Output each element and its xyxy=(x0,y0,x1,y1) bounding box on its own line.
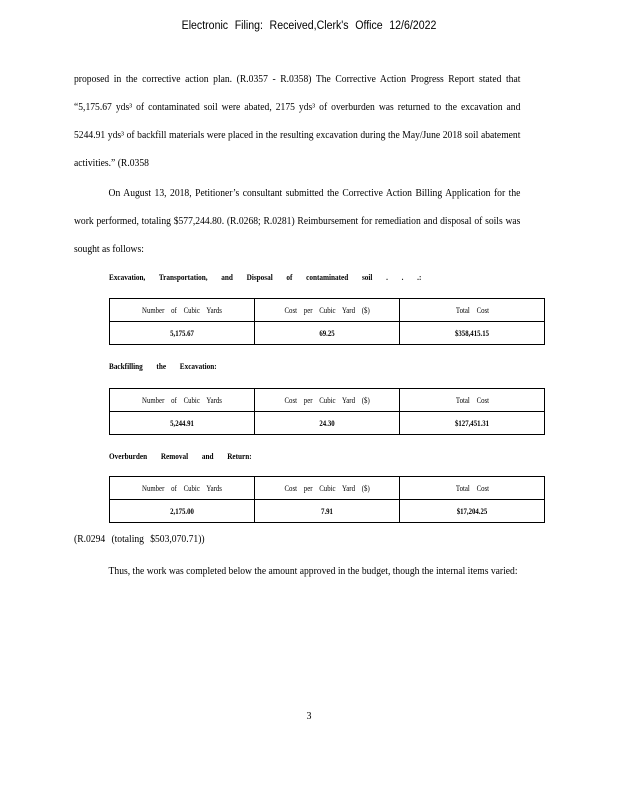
cell-total: $17,204.25 xyxy=(400,500,545,523)
cost-table-overburden xyxy=(109,476,545,523)
column-header-total: Total Cost xyxy=(400,299,545,322)
cell-cost-per: 7.91 xyxy=(255,500,400,523)
section-label-backfilling: Backfilling the Excavation: xyxy=(109,361,217,371)
cost-table-backfilling xyxy=(109,388,545,435)
paragraph-billing-application: On August 13, 2018, Petitioner’s consultant submitted the Corrective Action Billing Application for the work performed, totaling $577,244.80. (R.0268; R.0281) Reimbursement for remediation and disposal of soils was sought as follows: xyxy=(74,188,521,255)
column-header-number: Number of Cubic Yards xyxy=(110,477,255,500)
table-header-row xyxy=(110,299,545,322)
column-header-total: Total Cost xyxy=(400,389,545,412)
section-label-excavation: Excavation, Transportation, and Disposal of contaminated soil . . .: xyxy=(109,272,422,282)
cell-number: 5,175.67 xyxy=(110,322,255,345)
table-row xyxy=(110,322,545,345)
cell-total: $127,451.31 xyxy=(400,412,545,435)
section-label-overburden: Overburden Removal and Return: xyxy=(109,451,252,461)
cell-cost-per: 69.25 xyxy=(255,322,400,345)
column-header-number: Number of Cubic Yards xyxy=(110,299,255,322)
column-header-number: Number of Cubic Yards xyxy=(110,389,255,412)
column-header-total: Total Cost xyxy=(400,477,545,500)
citation-total: (R.0294 (totaling $503,070.71)) xyxy=(74,534,205,545)
column-header-cost-per: Cost per Cubic Yard ($) xyxy=(255,299,400,322)
cost-table-excavation xyxy=(109,298,545,345)
column-header-cost-per: Cost per Cubic Yard ($) xyxy=(255,389,400,412)
cell-cost-per: 24.30 xyxy=(255,412,400,435)
paragraph-corrective-action: proposed in the corrective action plan. (R.0357 - R.0358) The Corrective Action Progress Report stated that “5,175.67 yds³ of contaminated soil were abated, 2175 yds³ of overburden was returned to the excavation and 5244.91 yds³ of backfill materials were placed in the resulting excavation during the May/June 2018 soil abatement activities.” (R.0358 xyxy=(74,74,521,169)
column-header-cost-per: Cost per Cubic Yard ($) xyxy=(255,477,400,500)
table-row xyxy=(110,500,545,523)
cell-number: 2,175.00 xyxy=(110,500,255,523)
filing-header: Electronic Filing: Received,Clerk's Office 12/6/2022 xyxy=(181,20,437,32)
cell-total: $358,415.15 xyxy=(400,322,545,345)
paragraph-conclusion: Thus, the work was completed below the amount approved in the budget, though the internal items varied: xyxy=(108,566,518,577)
table-row xyxy=(110,412,545,435)
page-number: 3 xyxy=(306,711,312,722)
table-header-row xyxy=(110,477,545,500)
table-header-row xyxy=(110,389,545,412)
cell-number: 5,244.91 xyxy=(110,412,255,435)
